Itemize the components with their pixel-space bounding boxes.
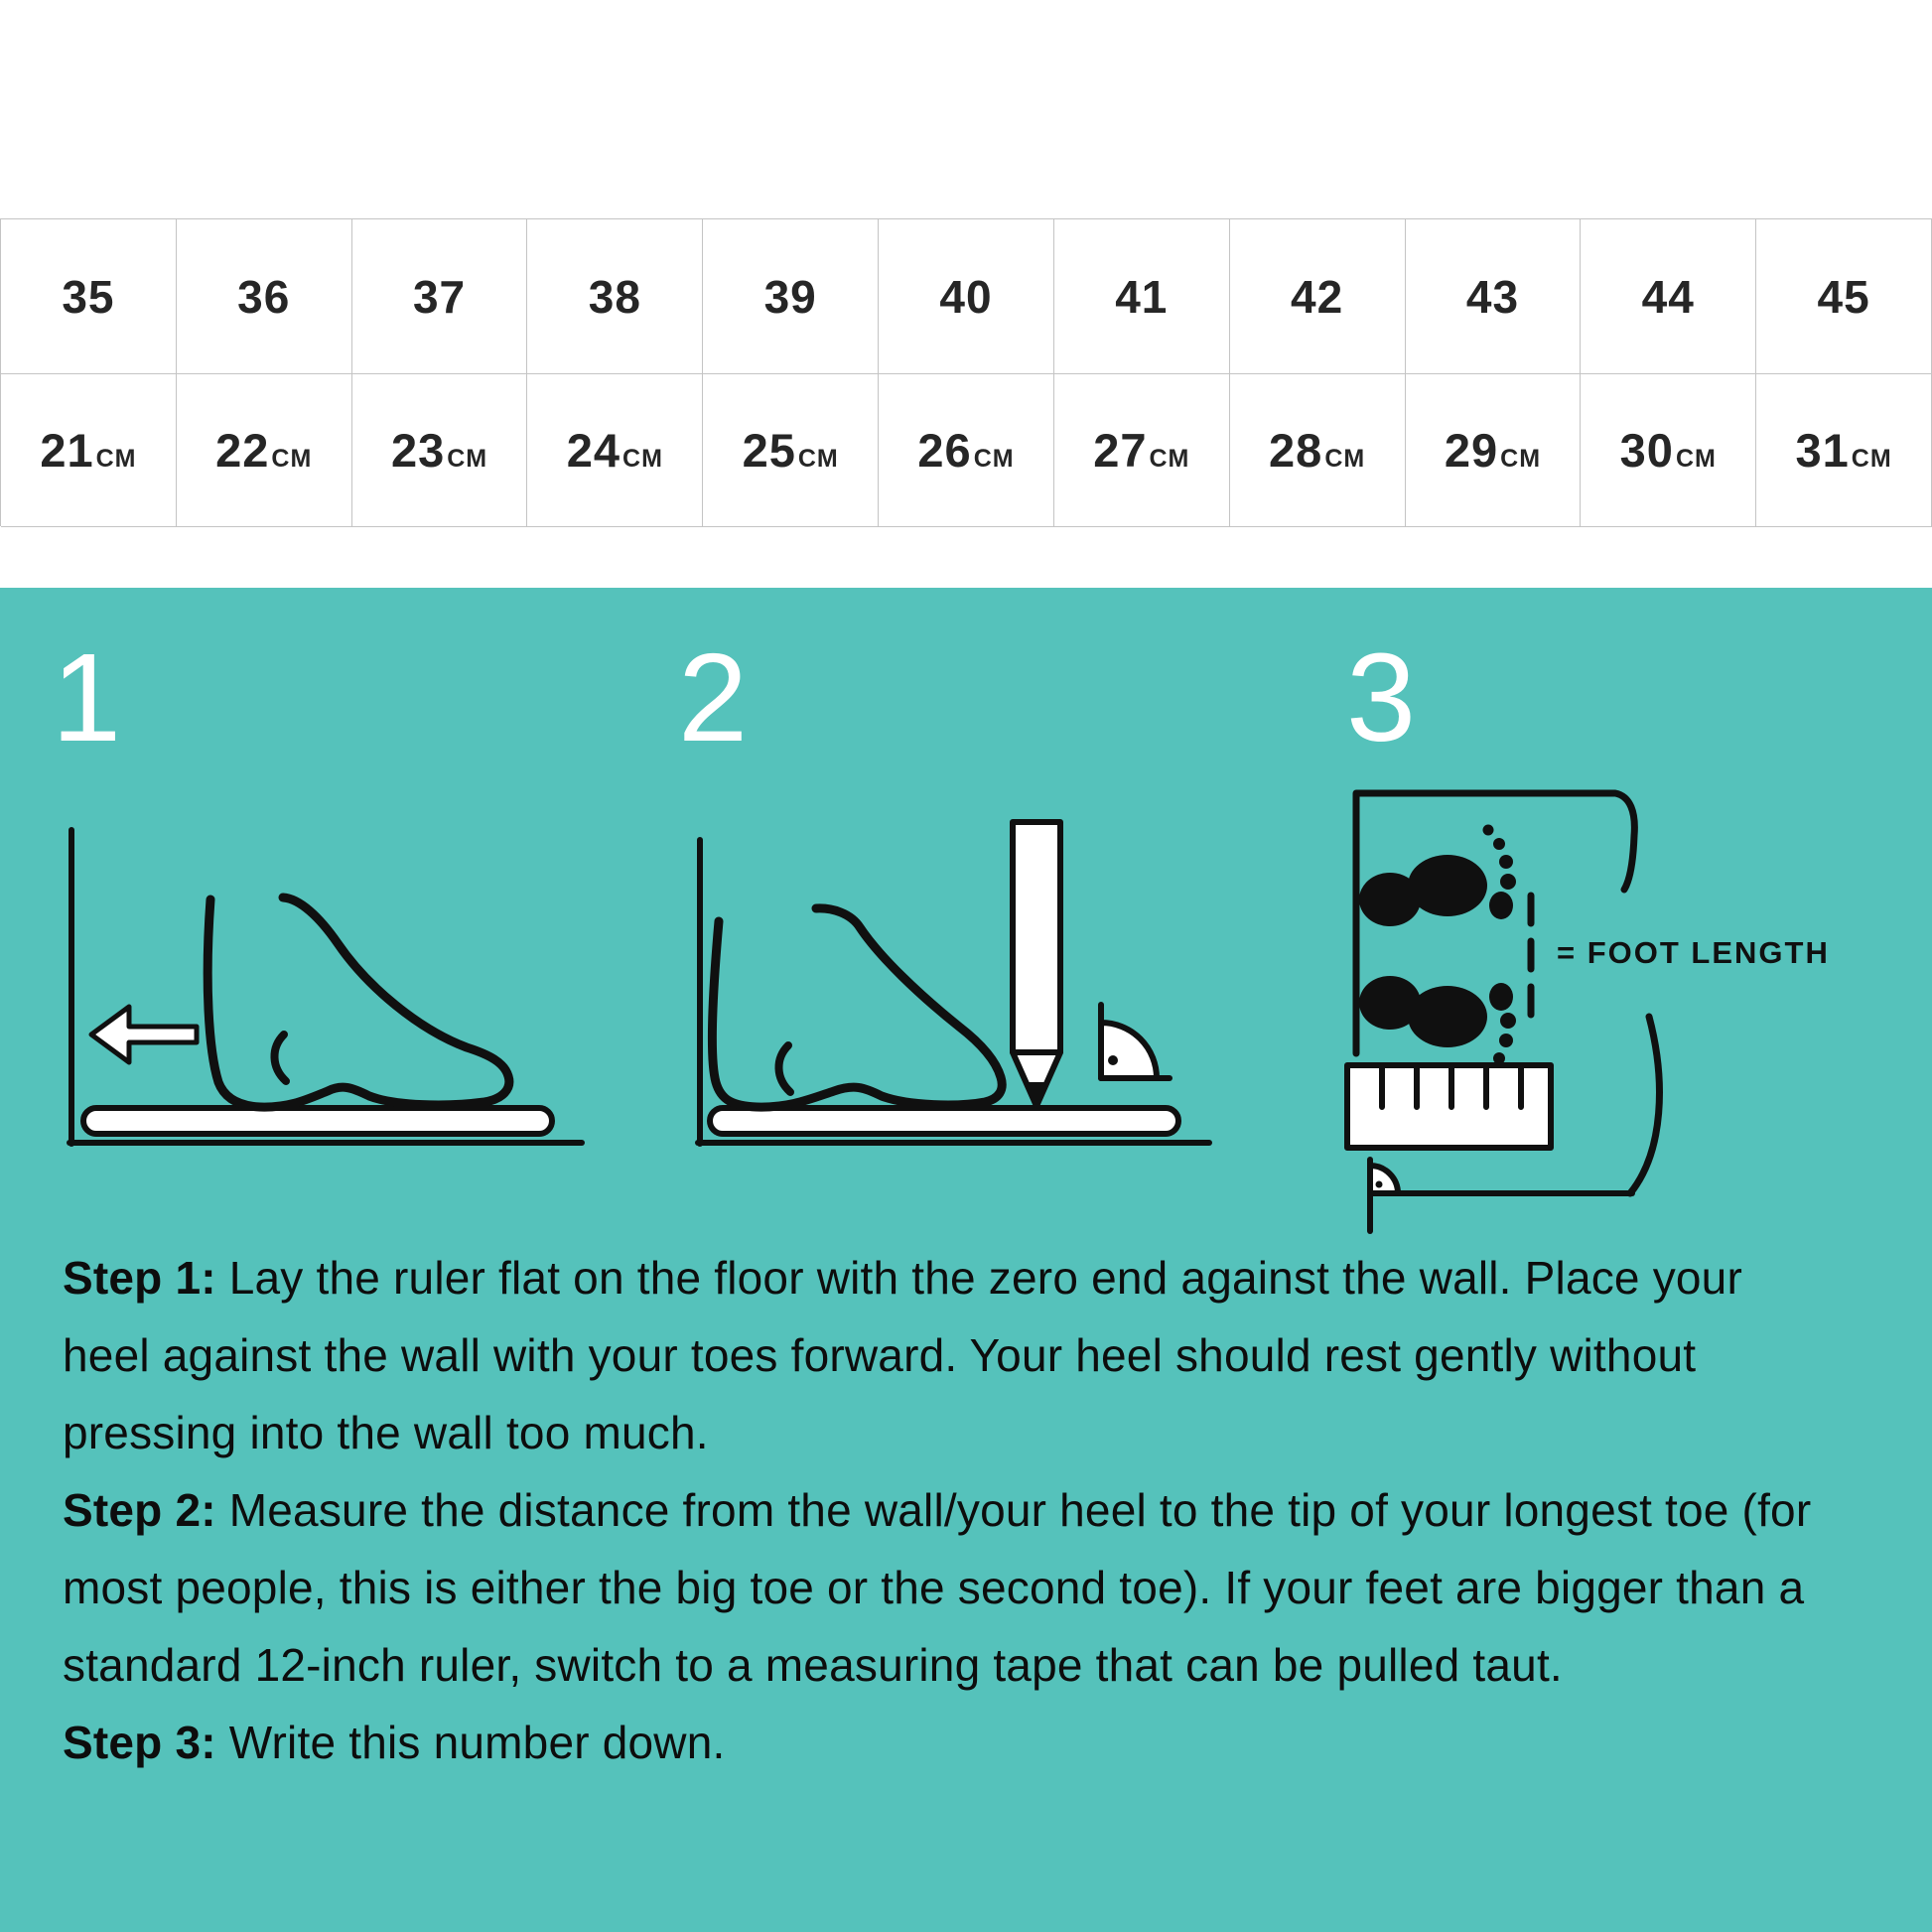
size-cell: 39 xyxy=(703,219,879,374)
ruler-icon xyxy=(710,1108,1178,1134)
step-2-label: Step 2: xyxy=(63,1484,216,1536)
size-cell: 36 xyxy=(177,219,352,374)
footprints-icon xyxy=(1359,825,1516,1078)
step-3-number: 3 xyxy=(1346,627,1417,767)
ruler-icon xyxy=(83,1108,552,1134)
length-cell xyxy=(1230,374,1406,527)
length-cell xyxy=(177,374,352,527)
length-value: 21 xyxy=(40,424,94,477)
size-cell: 42 xyxy=(1230,219,1406,374)
pencil-icon xyxy=(1013,822,1060,1106)
size-cell: 44 xyxy=(1581,219,1756,374)
length-unit: CM xyxy=(1675,445,1717,473)
length-value: 23 xyxy=(390,424,446,477)
length-unit: CM xyxy=(1149,445,1190,473)
length-cell xyxy=(527,374,703,527)
arrow-left-icon xyxy=(91,1007,197,1062)
length-unit: CM xyxy=(622,445,663,473)
length-unit: CM xyxy=(1851,445,1892,473)
length-value: 22 xyxy=(215,424,270,477)
size-cell: 41 xyxy=(1054,219,1230,374)
length-unit: CM xyxy=(797,445,839,473)
length-cell xyxy=(1756,374,1932,527)
length-cell xyxy=(703,374,879,527)
ruler-icon xyxy=(1347,1065,1551,1148)
foot-length-label: = FOOT LENGTH xyxy=(1557,935,1830,970)
step-3-illustration xyxy=(1271,772,1926,1239)
length-unit: CM xyxy=(95,445,137,473)
step-3-text: Step 3: Write this number down. xyxy=(63,1717,726,1768)
step-1-number: 1 xyxy=(52,627,122,767)
length-unit: CM xyxy=(1500,445,1542,473)
foot-side-icon xyxy=(712,908,1002,1107)
step-1-label: Step 1: xyxy=(63,1252,216,1304)
step-2-illustration xyxy=(616,812,1231,1160)
length-cell xyxy=(1406,374,1582,527)
size-cell: 40 xyxy=(879,219,1054,374)
length-value: 30 xyxy=(1619,424,1674,477)
size-cell: 45 xyxy=(1756,219,1932,374)
size-conversion-table xyxy=(0,218,1932,526)
length-value: 26 xyxy=(917,424,972,477)
length-cell xyxy=(1581,374,1756,527)
step-3-label: Step 3: xyxy=(63,1717,216,1768)
step-2-text: Step 2: Measure the distance from the wall/your heel to the tip of your longest toe (for most people, this is either the big toe or the second toe). If your feet are bigger than a standard 12-inch ruler, switch to a measuring tape that can be pulled taut. xyxy=(63,1484,1812,1691)
length-cell xyxy=(1,374,177,527)
wall-floor-icon xyxy=(698,840,1209,1144)
size-cell: 37 xyxy=(352,219,528,374)
foot-side-icon xyxy=(207,897,509,1107)
length-value: 29 xyxy=(1444,424,1499,477)
instructions-text xyxy=(63,1239,1820,1781)
step-2-number: 2 xyxy=(678,627,749,767)
step-1-illustration xyxy=(40,812,596,1160)
length-value: 27 xyxy=(1093,424,1148,477)
right-angle-icon xyxy=(1370,1160,1632,1231)
length-unit: CM xyxy=(973,445,1015,473)
length-unit: CM xyxy=(271,445,313,473)
length-unit: CM xyxy=(447,445,488,473)
right-angle-icon xyxy=(1101,1005,1170,1078)
length-unit: CM xyxy=(1324,445,1366,473)
size-cell: 35 xyxy=(1,219,177,374)
step-1-text: Step 1: Lay the ruler flat on the floor with the zero end against the wall. Place your heel against the wall with your toes forward. Your heel should rest gently without pressing into the wall too much. xyxy=(63,1252,1742,1458)
length-value: 24 xyxy=(566,424,621,477)
length-cell xyxy=(1054,374,1230,527)
length-cell xyxy=(352,374,528,527)
measure-bracket-curve-icon xyxy=(1630,1017,1659,1193)
length-cell xyxy=(879,374,1054,527)
length-value: 31 xyxy=(1795,424,1850,477)
size-cell: 38 xyxy=(527,219,703,374)
length-value: 25 xyxy=(742,424,796,477)
length-value: 28 xyxy=(1269,424,1323,477)
size-cell: 43 xyxy=(1406,219,1582,374)
